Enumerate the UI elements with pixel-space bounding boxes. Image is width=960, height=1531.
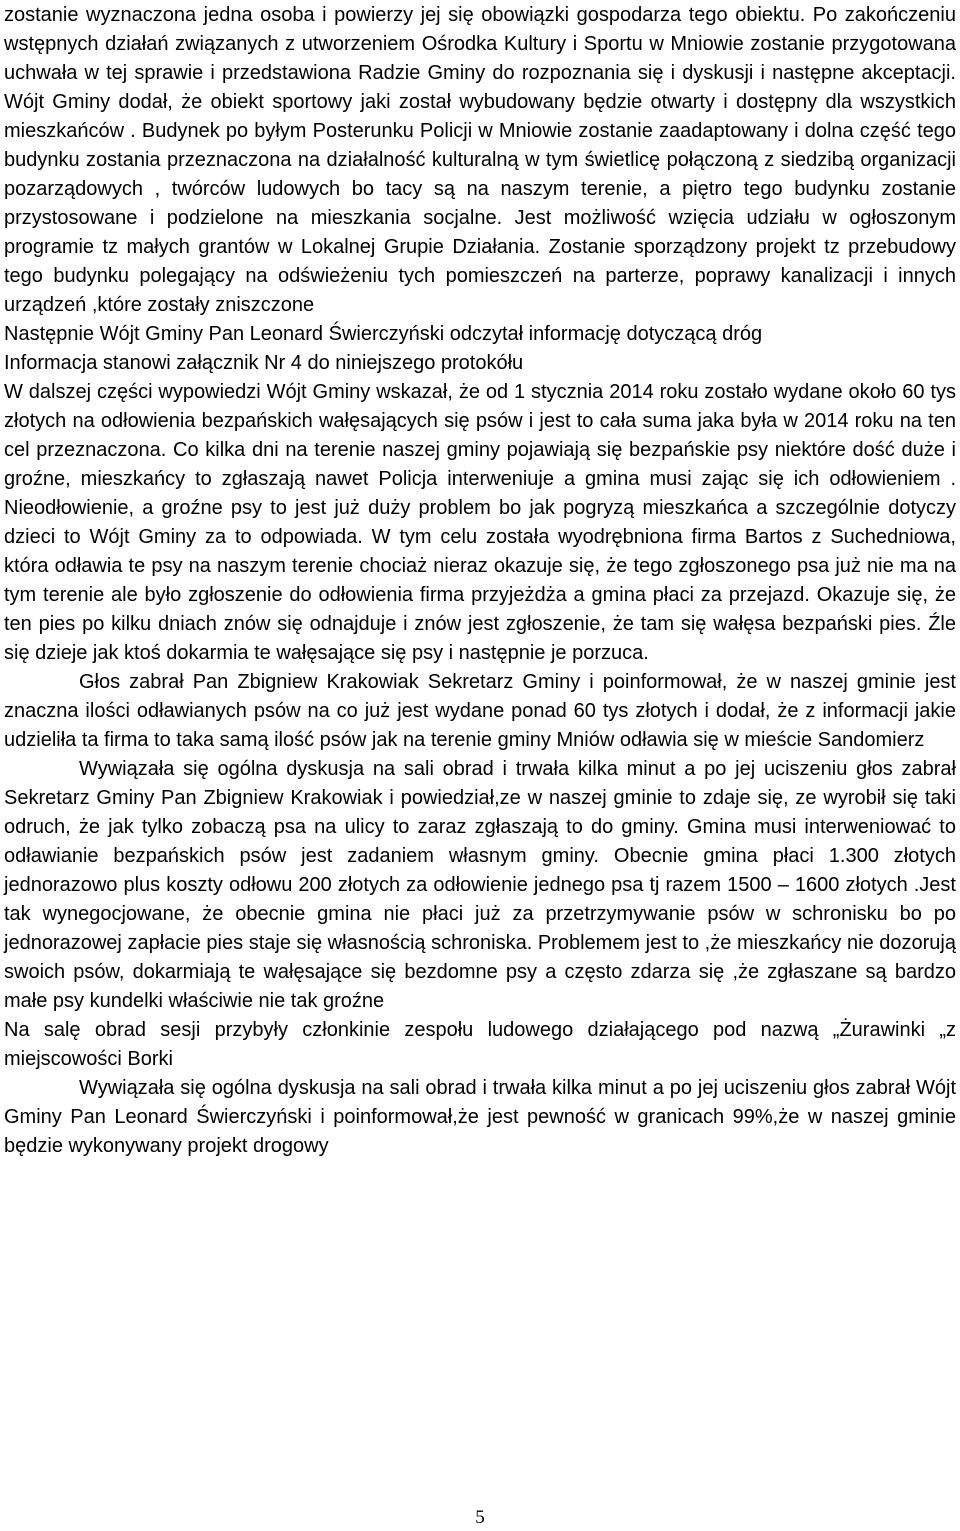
paragraph-dyskusja-wojt: Wywiązała się ogólna dyskusja na sali obrad i trwała kilka minut a po jej uciszeniu głos zabrał Wójt Gminy Pan Leonard Świerczyński i poinformował,że jest pewność w granicach 99%,że w naszej gminie będzie wykonywany projekt drogowy [4, 1077, 956, 1157]
paragraph-zurawinki: Na salę obrad sesji przybyły członkinie zespołu ludowego działającego pod nazwą „Żurawinki „z miejscowości Borki [4, 1019, 956, 1070]
page-number: 5 [475, 1507, 485, 1528]
paragraph-sekretarz-glos: Głos zabrał Pan Zbigniew Krakowiak Sekretarz Gminy i poinformował, że w naszej gminie jest znaczna ilości odławianych psów na co już jest wydane ponad 60 tys złotych i dodał, że z informacji jakie udzieliła ta firma to taka samą ilość psów jak na terenie gminy Mniów odławia się w mieście Sandomierz [4, 671, 956, 751]
paragraph-zalacznik: Informacja stanowi załącznik Nr 4 do niniejszego protokółu [4, 352, 524, 374]
paragraph-odlowienie-psow: W dalszej części wypowiedzi Wójt Gminy wskazał, że od 1 stycznia 2014 roku zostało wydane około 60 tys złotych na odłowienia bezpańskich wałęsających się psów i jest to cała suma jaka była w 2014 roku na ten cel przeznaczona. Co kilka dni na terenie naszej gminy pojawiają się bezpańskie psy niektóre dość duże i groźne, mieszkańcy to zgłaszają nawet Policja interweniuje a gmina musi zając się ich odłowieniem . Nieodłowienie, a groźne psy to jest już duży problem bo jak pogryzą mieszkańca a szczególnie dotyczy dzieci to Wójt Gminy za to odpowiada. W tym celu została wyodrębniona firma Bartos z Suchedniowa, która odławia te psy na naszym terenie chociaż nieraz okazuje się, że tego zgłoszonego psa już nie ma na tym terenie ale było zgłoszenie do odłowienia firma przyjeżdża a gmina płaci za przejazd. Okazuje się, że ten pies po kilku dniach znów się odnajduje i znów jest zgłoszenie, że tam się wałęsa bezpański pies. Źle się dzieje jak ktoś dokarmia te wałęsające się psy i następnie je porzuca. [4, 381, 956, 664]
document-body [4, 1, 956, 1161]
paragraph-dyskusja-sekretarz: Wywiązała się ogólna dyskusja na sali obrad i trwała kilka minut a po jej uciszeniu głos zabrał Sekretarz Gminy Pan Zbigniew Krakowiak i powiedział,ze w naszej gminie to zdaje się, ze wyrobił się taki odruch, że jak tylko zobaczą psa na ulicy to zaraz zgłaszają to do gminy. Gmina musi interweniować to odławianie bezpańskich psów jest zadaniem własnym gminy. Obecnie gmina płaci 1.300 złotych jednorazowo plus koszty odłowu 200 złotych za odłowienie jednego psa tj razem 1500 – 1600 złotych .Jest tak wynegocjowane, że obecnie gmina nie płaci już za przetrzymywanie psów w schronisku bo po jednorazowej zapłacie pies staje się własnością schroniska. Problemem jest to ,że mieszkańcy nie dozorują swoich psów, dokarmiają te wałęsające się bezdomne psy a często zdarza się ,że zgłaszane są bardzo małe psy kundelki właściwie nie tak groźne [4, 758, 956, 1012]
paragraph-informacja-drogi: Następnie Wójt Gminy Pan Leonard Świerczyński odczytał informację dotyczącą dróg [4, 323, 763, 345]
paragraph-osrodek-kultury: zostanie wyznaczona jedna osoba i powierzy jej się obowiązki gospodarza tego obiektu. Po zakończeniu wstępnych działań związanych z utworzeniem Ośrodka Kultury i Sportu w Mniowie zostanie przygotowana uchwała w tej sprawie i przedstawiona Radzie Gminy do rozpoznania się i dyskusji i następne akceptacji. Wójt Gminy dodał, że obiekt sportowy jaki został wybudowany będzie otwarty i dostępny dla wszystkich mieszkańców . Budynek po byłym Posterunku Policji w Mniowie zostanie zaadaptowany i dolna część tego budynku zostania przeznaczona na działalność kulturalną w tym świetlicę połączoną z siedzibą organizacji pozarządowych , twórców ludowych bo tacy są na naszym terenie, a piętro tego budynku zostanie przystosowane i podzielone na mieszkania socjalne. Jest możliwość wzięcia udziału w ogłoszonym programie tz małych grantów w Lokalnej Grupie Działania. Zostanie sporządzony projekt tz przebudowy tego budynku polegający na odświeżeniu tych pomieszczeń na parterze, poprawy kanalizacji i innych urządzeń ,które zostały zniszczone [4, 4, 956, 316]
